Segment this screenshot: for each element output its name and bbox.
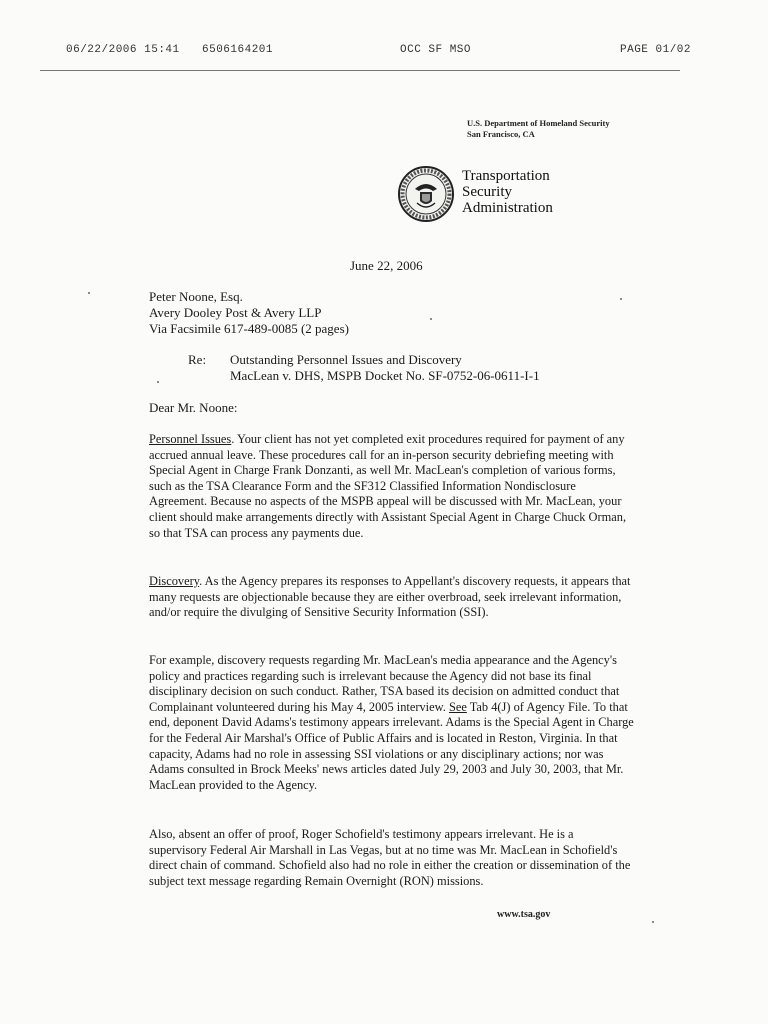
fax-sender-code: OCC SF MSO bbox=[400, 44, 472, 56]
paragraph-text: Tab 4(J) of Agency File. To that end, deponent David Adams's testimony appears irrelevant. Adams is the Special Agent in Charge for the Federal Air Marshal's Office of Public Affairs and is located in Reston, Virginia. In that capacity, Adams had no role in assessing SSI violations or any disciplinary actions; nor was Adams consulted in Brock Meeks' news articles dated July 29, 2003 and July 30, 2003, that Mr. MacLean provided to the Agency. bbox=[149, 699, 634, 792]
addressee-fax: Via Facsimile 617-489-0085 (2 pages) bbox=[149, 321, 349, 336]
paragraph-heading-personnel: Personnel Issues bbox=[149, 432, 232, 446]
department-location: San Francisco, CA bbox=[467, 129, 535, 139]
paragraph-text: For example, discovery requests regarding Mr. MacLean's media appearance and the Agency's policy and practices regarding such is irrelevant because the Agency did not base its final disciplinary decision on such conduct. Rather, TSA based its decision on admitted conduct that Complainant volunteered during his May 4, 2005 interview. bbox=[149, 653, 620, 714]
re-subject bbox=[230, 352, 540, 384]
paragraph-discovery bbox=[149, 574, 634, 621]
paragraph-text: . As the Agency prepares its responses to Appellant's discovery requests, it appears that many requests are objectionable because they are either overbroad, seek irrelevant information, and/or require the divulging of Sensitive Security Information (SSI). bbox=[149, 574, 631, 620]
letter-date: June 22, 2006 bbox=[350, 258, 423, 273]
agency-name bbox=[462, 168, 553, 216]
scan-speck bbox=[88, 292, 90, 294]
scan-speck bbox=[620, 298, 622, 300]
scan-speck bbox=[157, 381, 159, 383]
dhs-seal-icon bbox=[397, 165, 455, 223]
paragraph-text: . Your client has not yet completed exit procedures required for payment of any accrued annual leave. These procedures call for an in-person security debriefing meeting with Special Agent in Charge Frank Donzanti, as well Mr. MacLean's completion of various forms, such as the TSA Clearance Form and the SF312 Classified Information Nondisclosure Agreement. Because no aspects of the MSPB appeal will be discussed with Mr. MacLean, your client should make arrangements directly with Assistant Special Agent in Charge Chuck Orman, so that TSA can process any payments due. bbox=[149, 432, 627, 540]
re-subject-line1: Outstanding Personnel Issues and Discovery bbox=[230, 352, 462, 367]
addressee-firm: Avery Dooley Post & Avery LLP bbox=[149, 305, 322, 320]
paragraph-example bbox=[149, 653, 634, 793]
agency-name-line1: Transportation bbox=[462, 168, 550, 184]
fax-header bbox=[66, 44, 696, 60]
footer-url: www.tsa.gov bbox=[497, 909, 551, 920]
scan-speck bbox=[652, 921, 654, 923]
fax-page-count: PAGE 01/02 bbox=[620, 44, 692, 56]
addressee-name: Peter Noone, Esq. bbox=[149, 289, 243, 304]
agency-name-line3: Administration bbox=[462, 200, 553, 216]
fax-timestamp: 06/22/2006 15:41 bbox=[66, 44, 180, 56]
paragraph-heading-discovery: Discovery bbox=[149, 574, 200, 588]
paragraph-schofield bbox=[149, 827, 634, 889]
department-name: U.S. Department of Homeland Security bbox=[467, 118, 610, 128]
salutation: Dear Mr. Noone: bbox=[149, 400, 238, 415]
paragraph-text: Also, absent an offer of proof, Roger Schofield's testimony appears irrelevant. He is a supervisory Federal Air Marshall in Las Vegas, but at no time was Mr. MacLean in Schofield's direct chain of command. Schofield also had no role in either the creation or dissemination of the subject text message regarding Remain Overnight (RON) missions. bbox=[149, 827, 631, 888]
agency-name-line2: Security bbox=[462, 184, 512, 200]
fax-number: 6506164201 bbox=[202, 44, 274, 56]
fax-header-rule bbox=[40, 70, 680, 71]
scan-speck bbox=[430, 318, 432, 320]
re-subject-line2: MacLean v. DHS, MSPB Docket No. SF-0752-06-0611-I-1 bbox=[230, 368, 540, 383]
addressee-block bbox=[149, 289, 349, 337]
see-citation: See bbox=[448, 699, 467, 714]
paragraph-personnel-issues bbox=[149, 432, 634, 541]
department-block bbox=[467, 118, 610, 140]
re-label: Re: bbox=[188, 352, 207, 367]
